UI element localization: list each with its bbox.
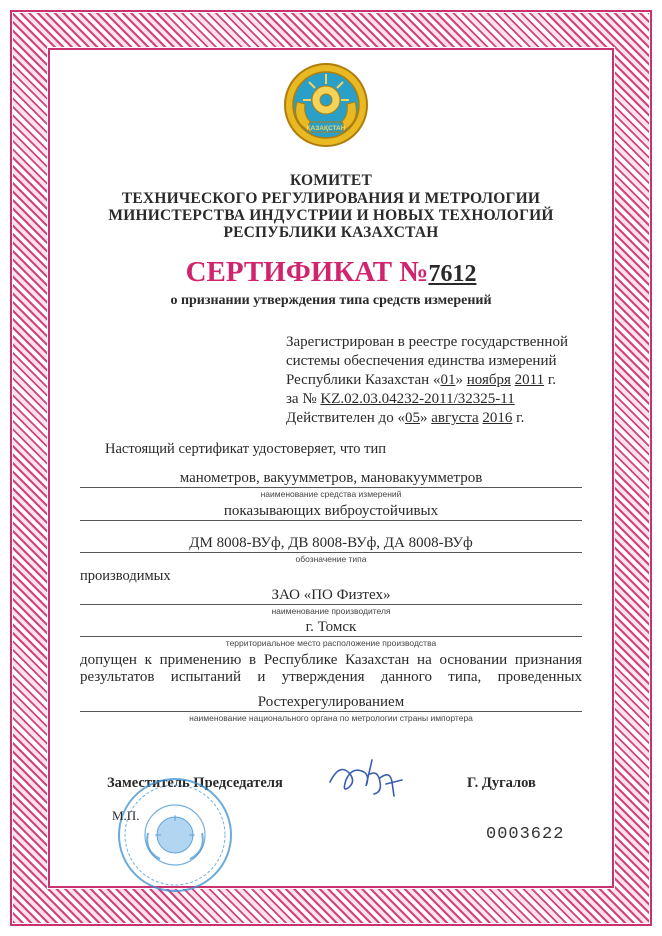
instrument-name-2: показывающих виброустойчивых [223,503,439,519]
certificate-subtitle: о признании утверждения типа средств измерений [170,293,492,308]
manufacturer-line [80,604,582,605]
validity-line [286,410,524,427]
location-caption: территориальное место расположение производства [225,638,437,648]
valid-day: 05 [404,410,420,426]
valid-mid: » [419,410,432,426]
certificate-number: 7612 [428,261,477,287]
instrument-name-line [80,487,582,488]
reg-date-mid: » [455,372,467,388]
authority: Ростехрегулированием [257,694,405,710]
manufacturer-caption: наименование производителя [271,606,391,616]
instrument-name-2-line [80,520,582,521]
type-designation-line [80,552,582,553]
certificate-title-text: СЕРТИФИКАТ № [185,256,429,288]
reg-number-prefix: за № [286,391,321,407]
authority-line [80,711,582,712]
official-stamp-icon [110,775,240,895]
valid-year: 2016 [482,410,513,426]
reg-month: ноября [466,372,511,388]
header-line-technical: ТЕХНИЧЕСКОГО РЕГУЛИРОВАНИЯ И МЕТРОЛОГИИ [121,190,541,207]
emblem-text: ҚАЗАҚСТАН [306,125,346,132]
location: г. Томск [305,619,357,635]
authority-caption: наименование национального органа по метрологии страны импортера [189,713,473,723]
reg-year: 2011 [514,372,545,388]
header-line-committee: КОМИТЕТ [289,172,372,189]
registration-date [286,372,556,389]
instrument-caption: наименование средства измерений [260,489,402,499]
registration-line-1: Зарегистрирован в реестре государственной [286,334,568,350]
serial-number: 0003622 [486,825,565,844]
signatory-name: Г. Дугалов [467,775,536,791]
reg-date-prefix: Республики Казахстан « [286,372,441,388]
admitted-line-2: результатов испытаний и утверждения данного типа, проведенных [80,669,582,685]
header-line-ministry: МИНИСТЕРСТВА ИНДУСТРИИ И НОВЫХ ТЕХНОЛОГИЙ [108,207,554,224]
header-line-republic: РЕСПУБЛИКИ КАЗАХСТАН [223,224,439,241]
type-designation: ДМ 8008-ВУф, ДВ 8008-ВУф, ДА 8008-ВУф [189,535,473,551]
signature-icon [320,752,410,802]
stamp-label: М.П. [112,808,140,823]
instrument-name: манометров, вакуумметров, мановакуумметров [179,470,483,486]
certificate-intro: Настоящий сертификат удостоверяет, что тип [105,441,387,457]
location-line [80,636,582,637]
manufacturer: ЗАО «ПО Физтех» [271,587,391,603]
reg-number: KZ.02.03.04232-2011/32325-11 [320,391,515,407]
reg-date-suffix: г. [544,372,557,388]
registration-line-2: системы обеспечения единства измерений [286,353,557,369]
reg-day: 01 [440,372,456,388]
valid-suffix: г. [512,410,525,426]
produced-label: производимых [80,568,171,584]
certificate-title [0,256,662,289]
valid-prefix: Действителен до « [286,410,405,426]
registration-number-line [286,391,515,408]
kazakhstan-emblem-icon [283,62,369,148]
type-caption: обозначение типа [295,554,367,564]
valid-month: августа [431,410,479,426]
signatory-position: Заместитель Председателя [107,775,283,791]
admitted-line-1: допущен к применению в Республике Казахстан на основании признания [80,652,582,668]
